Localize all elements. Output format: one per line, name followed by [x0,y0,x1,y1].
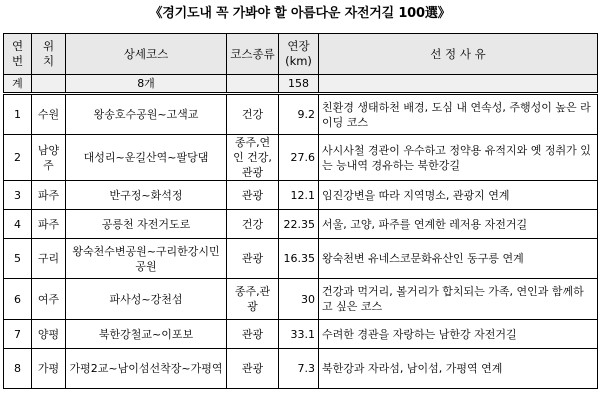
row-type: 건강 [227,94,279,135]
header-reason: 선 정 사 유 [319,34,598,75]
total-type [227,75,279,94]
row-no: 5 [4,239,32,279]
row-length: 27.6 [279,135,319,181]
table-row [4,239,598,279]
row-type: 건강 [227,210,279,239]
row-location: 파주 [32,210,66,239]
row-course: 파사성~강천섬 [66,279,227,320]
row-no: 8 [4,349,32,389]
row-reason: 사시사철 경관이 우수하고 정약용 유적지와 옛 정취가 있는 능내역 경유하는 북한강길 [319,135,598,181]
row-reason: 친환경 생태하천 배경, 도심 내 연속성, 주행성이 높은 라이딩 코스 [319,94,598,135]
bike-route-table [3,33,598,389]
row-reason: 북한강과 자라섬, 남이섬, 가평역 연계 [319,349,598,389]
total-reason [319,75,598,94]
total-course: 8개 [66,75,227,94]
header-no: 연번 [4,34,32,75]
row-course: 왕숙천수변공원~구리한강시민공원 [66,239,227,279]
row-course: 가평2교~남이섬선착장~가평역 [66,349,227,389]
row-location: 가평 [32,349,66,389]
row-type: 종주,연인 건강,관광 [227,135,279,181]
row-type: 관광 [227,181,279,210]
row-reason: 수려한 경관을 자랑하는 남한강 자전거길 [319,320,598,349]
table-row [4,210,598,239]
header-type: 코스종류 [227,34,279,75]
row-no: 6 [4,279,32,320]
table-row [4,349,598,389]
row-length: 7.3 [279,349,319,389]
row-course: 대성리~운길산역~팔당댐 [66,135,227,181]
row-no: 7 [4,320,32,349]
row-type: 관광 [227,239,279,279]
row-no: 2 [4,135,32,181]
row-length: 16.35 [279,239,319,279]
table-row [4,135,598,181]
table-row [4,181,598,210]
row-length: 33.1 [279,320,319,349]
total-location [32,75,66,94]
row-no: 4 [4,210,32,239]
row-length: 30 [279,279,319,320]
row-location: 여주 [32,279,66,320]
header-location: 위 치 [32,34,66,75]
header-row [4,34,598,75]
row-location: 구리 [32,239,66,279]
header-course: 상세코스 [66,34,227,75]
row-type: 관광 [227,320,279,349]
row-type: 종주,관광 [227,279,279,320]
row-location: 남양주 [32,135,66,181]
row-length: 22.35 [279,210,319,239]
row-course: 반구정~화석정 [66,181,227,210]
row-length: 9.2 [279,94,319,135]
row-reason: 임진강변을 따라 지역명소, 관광지 연계 [319,181,598,210]
total-length: 158 [279,75,319,94]
row-reason: 왕숙천변 유네스코문화유산인 동구릉 연계 [319,239,598,279]
header-length: 연장 (km) [279,34,319,75]
document-title: 《경기도내 꼭 가봐야 할 아름다운 자전거길 100選》 [149,6,451,21]
row-location: 파주 [32,181,66,210]
row-length: 12.1 [279,181,319,210]
row-location: 수원 [32,94,66,135]
table-row [4,94,598,135]
row-reason: 서울, 고양, 파주를 연계한 레저용 자전거길 [319,210,598,239]
row-location: 양평 [32,320,66,349]
row-course: 공릉천 자전거도로 [66,210,227,239]
row-course: 왕송호수공원~고색교 [66,94,227,135]
row-course: 북한강철교~이포보 [66,320,227,349]
row-no: 3 [4,181,32,210]
table-row [4,279,598,320]
table-row [4,320,598,349]
row-no: 1 [4,94,32,135]
row-reason: 건강과 먹거리, 볼거리가 합치되는 가족, 연인과 함께하고 싶은 코스 [319,279,598,320]
total-label: 계 [4,75,32,94]
row-type: 관광 [227,349,279,389]
total-row [4,75,598,94]
